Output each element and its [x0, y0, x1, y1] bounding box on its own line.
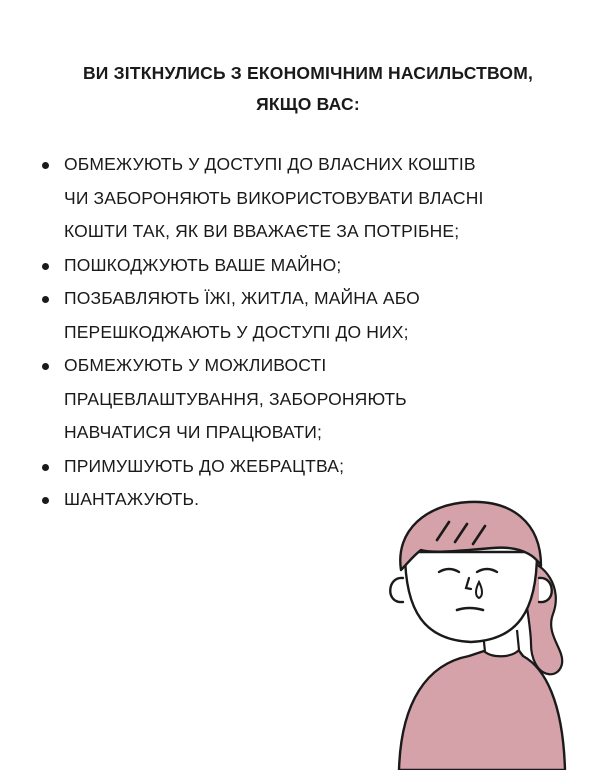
list-item [38, 282, 598, 349]
list-item-line: ПЕРЕШКОДЖАЮТЬ У ДОСТУПІ ДО НИХ; [64, 321, 409, 342]
list-item-line: ПРАЦЕВЛАШТУВАННЯ, ЗАБОРОНЯЮТЬ [64, 388, 407, 409]
list-item-line: ЧИ ЗАБОРОНЯЮТЬ ВИКОРИСТОВУВАТИ ВЛАСНІ [64, 187, 484, 208]
list-item-line: ОБМЕЖУЮТЬ У ДОСТУПІ ДО ВЛАСНИХ КОШТІВ [64, 154, 476, 174]
page-title [0, 58, 616, 120]
list-item-line: ПОЗБАВЛЯЮТЬ ЇЖІ, ЖИТЛА, МАЙНА АБО [64, 288, 420, 308]
right-ear [539, 578, 552, 602]
left-ear [390, 578, 403, 602]
list-item-line: ПОШКОДЖУЮТЬ ВАШЕ МАЙНО; [64, 254, 342, 275]
crying-girl-svg [365, 492, 616, 770]
crying-girl-illustration [365, 492, 616, 770]
list-item-line: ОБМЕЖУЮТЬ У МОЖЛИВОСТІ [64, 355, 327, 375]
list-item-line: КОШТИ ТАК, ЯК ВИ ВВАЖАЄТЕ ЗА ПОТРІБНЕ; [64, 221, 460, 241]
list-item-line: ПРИМУШУЮТЬ ДО ЖЕБРАЦТВА; [64, 455, 345, 476]
face [405, 552, 537, 642]
title-line-2: ЯКЩО ВАС: [256, 94, 360, 114]
list-item [38, 249, 598, 283]
violence-signs-list [38, 148, 598, 517]
list-item-line: ШАНТАЖУЮТЬ. [64, 489, 200, 509]
tear-icon [476, 582, 482, 598]
list-item-line: НАВЧАТИСЯ ЧИ ПРАЦЮВАТИ; [64, 422, 323, 442]
list-item [38, 450, 598, 484]
list-item [38, 349, 598, 450]
title-line-1: ВИ ЗІТКНУЛИСЬ З ЕКОНОМІЧНИМ НАСИЛЬСТВОМ, [82, 63, 534, 83]
list-item [38, 148, 598, 249]
